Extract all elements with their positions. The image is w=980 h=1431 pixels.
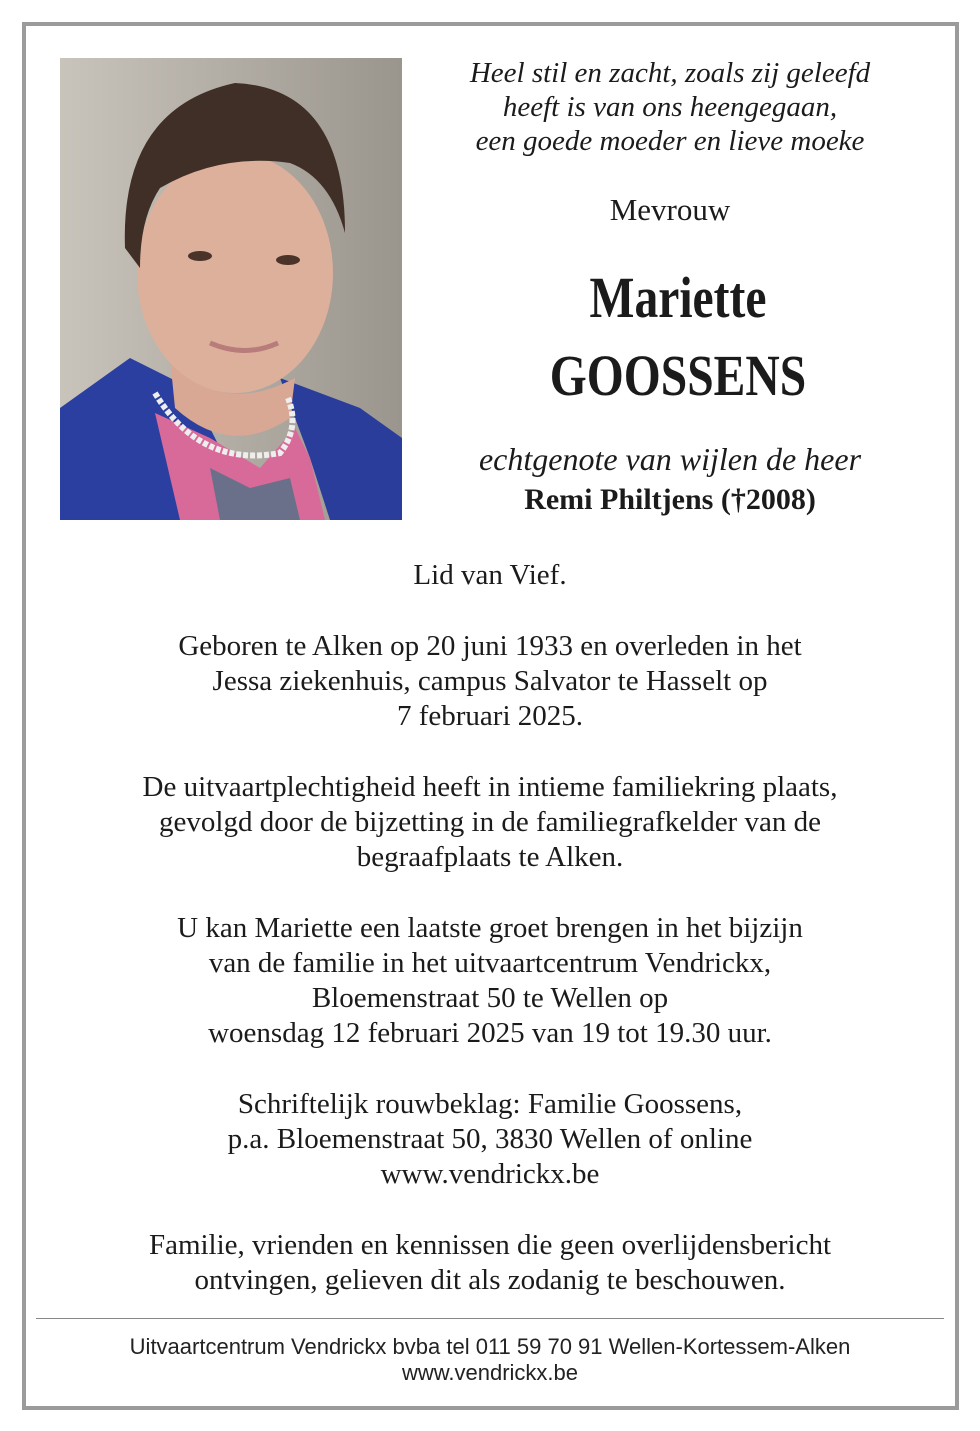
text-line: Lid van Vief. [413, 559, 567, 591]
surname: GOOSSENS [549, 343, 807, 408]
text-line: De uitvaartplechtigheid heeft in intieme familiekring plaats, [142, 771, 838, 803]
portrait-photo [60, 58, 402, 520]
footer-website-link[interactable]: www.vendrickx.be [401, 1360, 579, 1385]
text-line: Schriftelijk rouwbeklag: Familie Goossens, [237, 1088, 743, 1120]
text-line: begraafplaats te Alken. [356, 841, 624, 873]
footer-company: Uitvaartcentrum Vendrickx bvba tel 011 59 70 91 Wellen-Kortessem-Alken [129, 1334, 851, 1359]
announcement-body [40, 558, 940, 1334]
paragraph-funeral [40, 770, 940, 875]
paragraph-birth-death [40, 629, 940, 734]
title-mevrouw: Mevrouw [609, 192, 731, 227]
poem-line: Heel stil en zacht, zoals zij geleefd [469, 57, 871, 89]
text-line: Geboren te Alken op 20 juni 1933 en overleden in het [178, 630, 802, 662]
text-line: p.a. Bloemenstraat 50, 3830 Wellen of online [227, 1123, 753, 1155]
text-line: Jessa ziekenhuis, campus Salvator te Hasselt op [212, 665, 768, 697]
text-line: U kan Mariette een laatste groet brengen in het bijzijn [177, 912, 803, 944]
poem [420, 56, 920, 158]
text-line: Bloemenstraat 50 te Wellen op [311, 982, 669, 1014]
paragraph-visitation [40, 911, 940, 1051]
text-line: 7 februari 2025. [396, 700, 584, 732]
divider [36, 1318, 944, 1319]
poem-line: heeft is van ons heengegaan, [502, 91, 838, 123]
text-line: ontvingen, gelieven dit als zodanig te beschouwen. [194, 1264, 786, 1296]
text-line: van de familie in het uitvaartcentrum Vendrickx, [208, 947, 772, 979]
spouse-line: echtgenote van wijlen de heer [478, 441, 862, 477]
condolence-link[interactable]: www.vendrickx.be [380, 1158, 600, 1190]
spouse-name: Remi Philtjens (†2008) [524, 483, 816, 516]
paragraph-notice [40, 1228, 940, 1298]
poem-line: een goede moeder en lieve moeke [475, 125, 865, 157]
text-line: woensdag 12 februari 2025 van 19 tot 19.30 uur. [208, 1017, 772, 1049]
first-name: Mariette [589, 265, 767, 330]
text-line: Familie, vrienden en kennissen die geen overlijdensbericht [148, 1229, 832, 1261]
paragraph-membership [40, 558, 940, 593]
footer [40, 1334, 940, 1386]
text-line: gevolgd door de bijzetting in de familiegrafkelder van de [159, 806, 821, 838]
paragraph-condolences [40, 1087, 940, 1192]
